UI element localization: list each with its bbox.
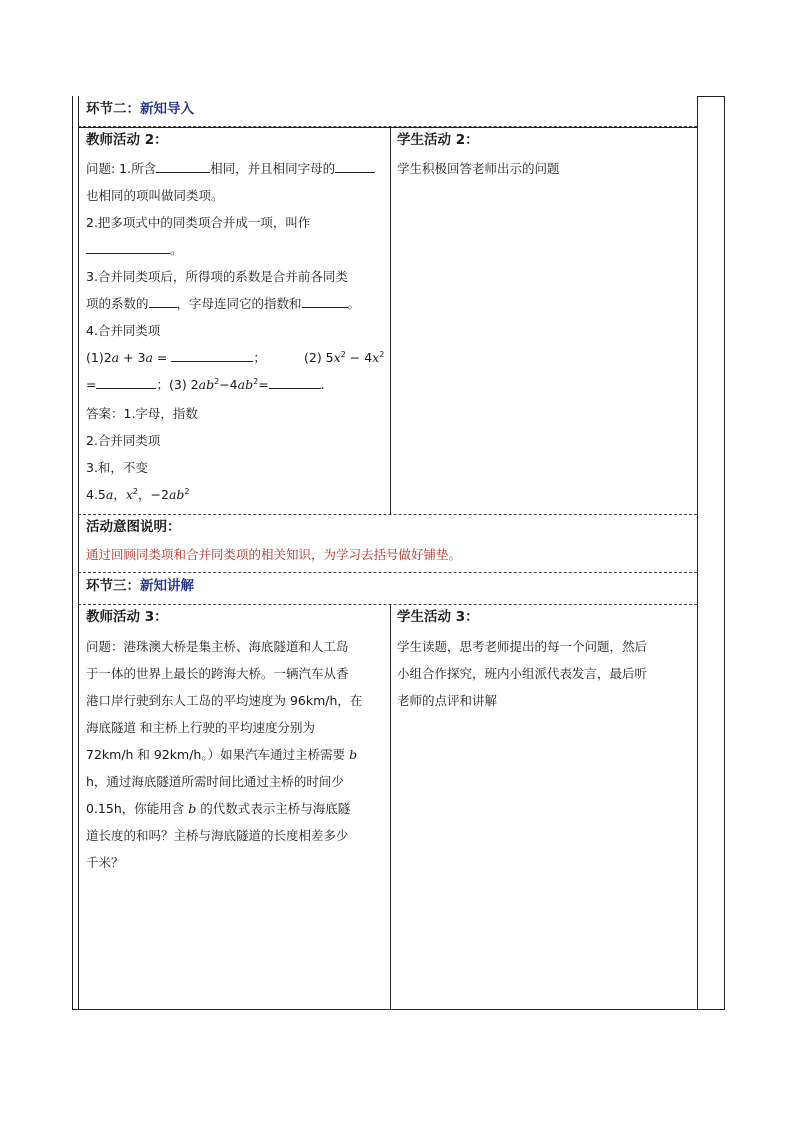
teacher-3-line-1: 问题：港珠澳大桥是集主桥、海底隧道和人工岛 (86, 639, 349, 654)
section2-header (86, 100, 194, 118)
answer-1: 答案：1.字母，指数 (86, 406, 198, 421)
teacher-3-line-4: 海底隧道 和主桥上行驶的平均速度分别为 (86, 720, 315, 735)
student-activity-2-heading: 学生活动 2： (397, 132, 479, 148)
teacher-3-line-6: h，通过海底隧道所需时间比通过主桥的时间少 (86, 774, 344, 789)
student-3-line-2: 小组合作探究，班内小组派代表发言，最后听 (397, 666, 648, 681)
teacher-3-line-5: 72km/h 和 92km/h。）如果汽车通过主桥需要 b (86, 747, 358, 762)
question-3-line-2: 项的系数的 ，字母连同它的指数和 。 (86, 296, 361, 311)
question-4-expr-2: (2) $5x^2 - 4x^2$ (304, 349, 385, 365)
question-1-line-1: 问题: 1.所含 相同，并且相同字母的 (86, 160, 375, 178)
student-activity-3-heading: 学生活动 3： (397, 609, 479, 625)
teacher-activity-2-heading: 教师活动 2： (86, 132, 168, 148)
section2-label: 环节二： (86, 101, 140, 117)
question-3-line-1: 3.合并同类项后，所得项的系数是合并前各同类 (86, 269, 348, 284)
answer-4: 4.5a，$x^2$，$-2ab^2$ (86, 486, 190, 502)
section3-header (86, 577, 194, 595)
activity-intent-heading: 活动意图说明： (86, 519, 181, 535)
answer-2: 2.合并同类项 (86, 433, 161, 448)
question-4-title: 4.合并同类项 (86, 323, 161, 338)
answer-3: 3.和，不变 (86, 460, 148, 475)
activity-intent-text: 通过回顾同类项和合并同类项的相关知识，为学习去括号做好铺垫。 (86, 547, 462, 562)
question-2-line-1: 2.把多项式中的同类项合并成一项，叫作 (86, 215, 311, 230)
teacher-3-line-2: 于一体的世界上最长的跨海大桥。一辆汽车从香 (86, 666, 349, 681)
question-2-line-2: 。 (86, 241, 183, 259)
teacher-3-line-3: 港口岸行驶到东人工岛的平均速度为 96km/h，在 (86, 693, 363, 708)
question-1-line-2: 也相同的项叫做同类项。 (86, 188, 224, 203)
question-4-expr-line-1: (1)2a + 3a = ； (86, 350, 266, 365)
section3-title: 新知讲解 (140, 578, 194, 594)
teacher-3-line-9: 千米？ (86, 855, 124, 870)
question-4-expr-line-2: = ；(3) $2ab^2-4ab^2=$ . (86, 376, 325, 392)
section2-title: 新知导入 (140, 101, 194, 117)
section3-label: 环节三： (86, 578, 140, 594)
teacher-activity-3-heading: 教师活动 3： (86, 609, 168, 625)
student-3-line-3: 老师的点评和讲解 (397, 693, 498, 708)
student-3-line-1: 学生读题，思考老师提出的每一个问题，然后 (397, 639, 648, 654)
student-activity-2-text: 学生积极回答老师出示的问题 (397, 161, 560, 176)
teacher-3-line-8: 道长度的和吗？主桥与海底隧道的长度相差多少 (86, 828, 349, 843)
teacher-3-line-7: 0.15h，你能用含 b 的代数式表示主桥与海底隧 (86, 801, 351, 816)
